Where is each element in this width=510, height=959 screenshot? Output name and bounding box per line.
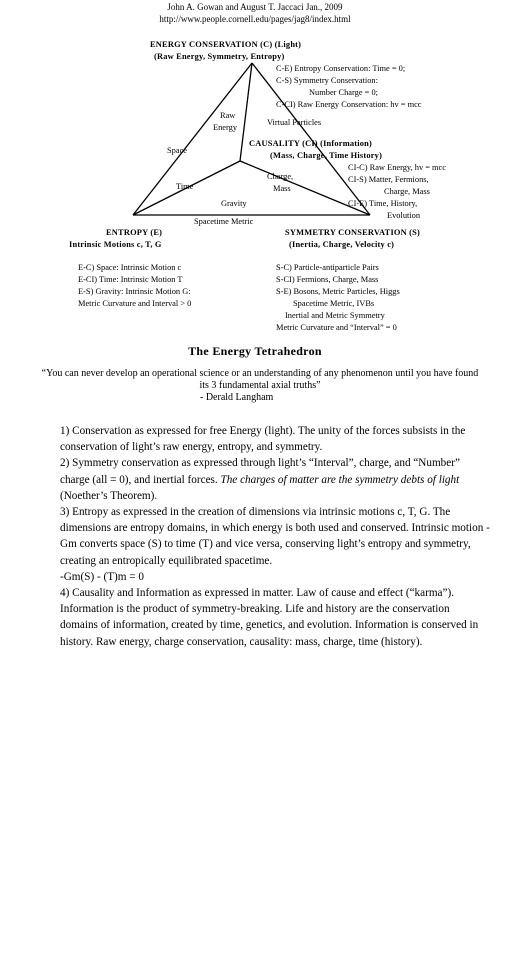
edge-label-gravity: Gravity (221, 199, 247, 208)
paragraph-3-equation: -Gm(S) - (T)m = 0 (60, 570, 144, 583)
body-text (60, 423, 490, 650)
right-vertex-line: S-C) Particle-antiparticle Pairs (276, 263, 379, 272)
page-title: The Energy Tetrahedron (188, 344, 322, 358)
header-url: http://www.people.cornell.edu/pages/jag8/index.html (159, 14, 351, 24)
edge-top-left (133, 63, 252, 215)
edge-label-spacetime-metric: Spacetime Metric (194, 217, 254, 226)
edge-label-charge: Charge, (267, 172, 294, 181)
right-vertex-title: SYMMETRY CONSERVATION (S) (285, 228, 421, 237)
paragraph-1: 1) Conservation as expressed for free Energy (light). The unity of the forces subsists in the conservation of light’s raw energy, entropy, and symmetry. (60, 425, 466, 454)
right-vertex-line: Inertial and Metric Symmetry (285, 311, 385, 320)
quote-text: “You can never develop an operational science or an understanding of any phenomenon until you have found its 3 fundamental axial truths” (41, 368, 479, 391)
center-vertex-line: Evolution (387, 211, 421, 220)
left-vertex-line: E-S) Gravity: Intrinsic Motion G: (78, 287, 191, 296)
top-vertex-subtitle: (Raw Energy, Symmetry, Entropy) (154, 52, 285, 61)
paragraph-2 (60, 455, 490, 504)
left-vertex-line: E-CI) Time: Intrinsic Motion T (78, 275, 183, 284)
top-vertex-line: C-E) Entropy Conservation: Time = 0; (276, 64, 406, 73)
left-vertex-line: E-C) Space: Intrinsic Motion c (78, 263, 182, 272)
header-authors: John A. Gowan and August T. Jaccaci Jan., 2009 (167, 2, 343, 12)
center-vertex-title: CAUSALITY (CI) (Information) (249, 139, 373, 148)
paragraph-2-text: 2) Symmetry conservation as expressed through light’s “Interval”, charge, and “Number” charge (all = 0), and inertial forces. (60, 457, 460, 486)
left-vertex-line: Metric Curvature and Interval > 0 (78, 299, 192, 308)
center-vertex-line: CI-S) Matter, Fermions, (348, 175, 429, 184)
edge-label-time: Time (176, 182, 194, 191)
right-vertex-subtitle: (Inertia, Charge, Velocity c) (289, 240, 395, 249)
paragraph-3: 3) Entropy as expressed in the creation of dimensions via intrinsic motions c, T, G. The dimensions are entropy domains, in which energy is both used and conserved. Intrinsic motion -Gm converts space (S) to time (T) and vice versa, conserving light’s entropy and symmetry, creating an entropically equilibrated spacetime. (60, 506, 490, 567)
paragraph-2-emphasis: The charges of matter are the symmetry debts of light (220, 473, 460, 486)
edge-label-mass: Mass (273, 184, 291, 193)
top-vertex-line: Number Charge = 0; (309, 88, 378, 97)
edge-label-virtual-particles: Virtual Particles (267, 118, 322, 127)
edge-label-raw: Raw (220, 111, 236, 120)
right-vertex-line: Metric Curvature and “Interval” = 0 (276, 323, 397, 332)
top-vertex-line: C-S) Symmetry Conservation: (276, 76, 378, 85)
top-vertex-title: ENERGY CONSERVATION (C) (Light) (150, 40, 302, 49)
edge-label-energy: Energy (213, 123, 238, 132)
center-vertex-line: CI-E) Time, History, (348, 199, 418, 208)
right-vertex-line: Spacetime Metric, IVBs (293, 299, 375, 308)
right-vertex-line: S-E) Bosons, Metric Particles, Higgs (276, 287, 400, 296)
center-vertex-line: Charge, Mass (384, 187, 430, 196)
edge-label-space: Space (167, 146, 187, 155)
center-vertex-subtitle: (Mass, Charge, Time History) (270, 151, 383, 160)
paragraph-4: 4) Causality and Information as expressed in matter. Law of cause and effect (“karma”). Information is the product of symmetry-breaking. Life and history are the conservation domains of information, created by time, genetics, and evolution. Information is conserved in history. Raw energy, charge conservation, causality: mass, charge, time (history). (60, 587, 479, 648)
right-vertex-line: S-CI) Fermions, Charge, Mass (276, 275, 379, 284)
paragraph-2-tail: (Noether’s Theorem). (60, 489, 158, 502)
quote-attribution: - Derald Langham (200, 392, 274, 403)
left-vertex-title: ENTROPY (E) (106, 228, 163, 237)
left-vertex-subtitle: Intrinsic Motions c, T, G (69, 240, 162, 249)
center-vertex-line: CI-C) Raw Energy, hv = mcc (348, 163, 446, 172)
top-vertex-line: C-CI) Raw Energy Conservation: hv = mcc (276, 100, 422, 109)
